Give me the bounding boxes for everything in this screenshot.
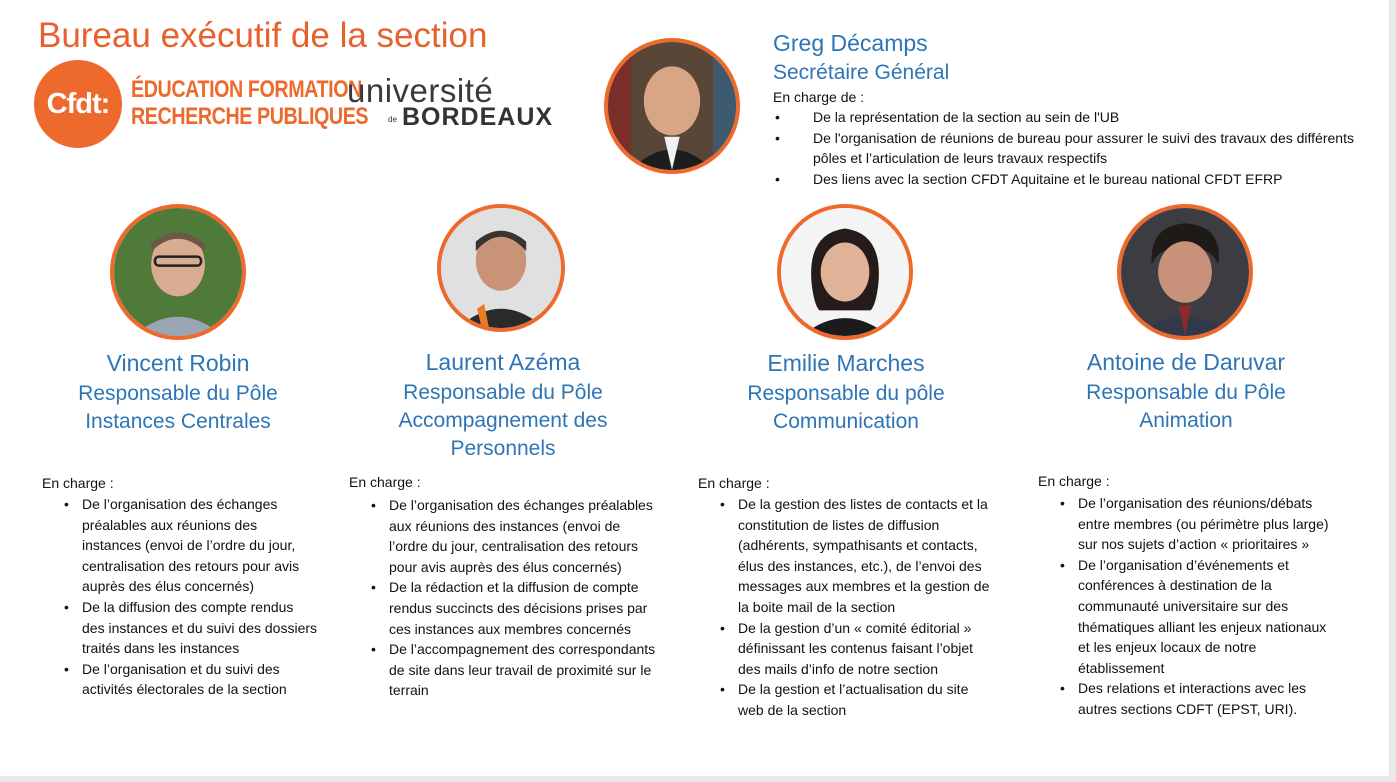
lead-duty-item: • De l'organisation de réunions de bureau pour assurer le suivi des travaux des différents pôles et l’articulation de leurs travaux respectifs <box>773 128 1363 169</box>
duty-item: • De la gestion d’un « comité éditorial » définissant les contenus faisant l’objet des mails d’info de notre section <box>698 618 992 680</box>
duty-item: • De l’organisation des échanges préalables aux réunions des instances (envoi de l’ordre du jour, centralisation des retours pour avis auprès des élus concernés) <box>42 494 318 597</box>
lead-role: Secrétaire Général <box>773 61 950 84</box>
university-logo-bottom: BORDEAUX <box>402 103 554 131</box>
charge-label: En charge : <box>1038 473 1110 489</box>
portrait-placeholder-icon <box>441 208 561 328</box>
frame-right-edge <box>1389 0 1396 782</box>
member-name: Antoine de Daruvar <box>1086 349 1286 375</box>
cfdt-logo: Cfdt: <box>34 60 122 148</box>
duty-item: • De la gestion et l’actualisation du site web de la section <box>698 679 992 720</box>
charge-label: En charge : <box>698 475 770 491</box>
duty-item: • De l’accompagnement des correspondants de site dans leur travail de proximité sur le terrain <box>349 639 661 701</box>
duties-list <box>698 494 992 721</box>
duty-item: • De l’organisation d’événements et conférences à destination de la communauté universitaire sur des thématiques alliant les enjeux nationaux et les enjeux locaux de notre établissement <box>1038 555 1338 679</box>
university-logo-top: université <box>347 72 494 109</box>
member-name: Laurent Azéma <box>425 349 581 375</box>
duty-item: • De la diffusion des compte rendus des instances et du suivi des dossiers traités dans les instances <box>42 597 318 659</box>
vincent-robin-photo <box>110 204 246 340</box>
duty-item: • De l’organisation des réunions/débats entre membres (ou périmètre plus large) sur nos sujets d’action « prioritaires » <box>1038 493 1338 555</box>
page-title: Bureau exécutif de la section <box>38 16 488 55</box>
duties-list <box>349 495 661 701</box>
greg-decamps-photo <box>604 38 740 174</box>
duty-item: • De l’organisation et du suivi des activités électorales de la section <box>42 659 318 700</box>
duty-item: • De l’organisation des échanges préalables aux réunions des instances (envoi de l’ordre du jour, centralisation des retours pour avis auprès des élus concernés) <box>349 495 661 577</box>
university-logo-de: de <box>388 115 397 124</box>
member-name: Emilie Marches <box>767 350 925 376</box>
laurent-azema-photo <box>437 204 565 332</box>
duty-item: • De la gestion des listes de contacts et la constitution de listes de diffusion (adhérents, sympathisants et contacts, élus des instances, etc.), de l’envoi des messages aux membres et la gestion de la boite mail de la section <box>698 494 992 618</box>
lead-name: Greg Décamps <box>773 30 928 56</box>
member-name: Vincent Robin <box>106 350 250 376</box>
efrp-logo-line-2: RECHERCHE PUBLIQUES <box>131 103 369 130</box>
duties-list <box>42 494 318 700</box>
lead-charge-label: En charge de : <box>773 89 865 105</box>
duties-list <box>1038 493 1338 720</box>
frame-bottom-edge <box>0 776 1396 782</box>
portrait-placeholder-icon <box>608 42 736 170</box>
efrp-logo-line-1: ÉDUCATION FORMATION <box>131 76 362 103</box>
efrp-logo <box>131 76 368 130</box>
lead-duties-list <box>773 107 1363 189</box>
duty-item: • De la rédaction et la diffusion de compte rendus succincts des décisions prises par ces instances aux membres concernés <box>349 577 661 639</box>
lead-duty-item: • De la représentation de la section au sein de l'UB <box>773 107 1363 128</box>
charge-label: En charge : <box>42 475 114 491</box>
member-role: Responsable du Pôle Instances Centrales <box>78 382 278 433</box>
portrait-placeholder-icon <box>781 208 909 336</box>
member-role: Responsable du Pôle Animation <box>1086 381 1286 432</box>
emilie-marches-photo <box>777 204 913 340</box>
portrait-placeholder-icon <box>1121 208 1249 336</box>
charge-label: En charge : <box>349 474 421 490</box>
lead-duty-item: • Des liens avec la section CFDT Aquitaine et le bureau national CFDT EFRP <box>773 169 1363 190</box>
antoine-de-daruvar-photo <box>1117 204 1253 340</box>
duty-item: • Des relations et interactions avec les autres sections CDFT (EPST, URI). <box>1038 678 1338 719</box>
member-role: Responsable du Pôle Accompagnement des Personnels <box>398 381 608 460</box>
member-role: Responsable du pôle Communication <box>747 382 945 433</box>
portrait-placeholder-icon <box>114 208 242 336</box>
